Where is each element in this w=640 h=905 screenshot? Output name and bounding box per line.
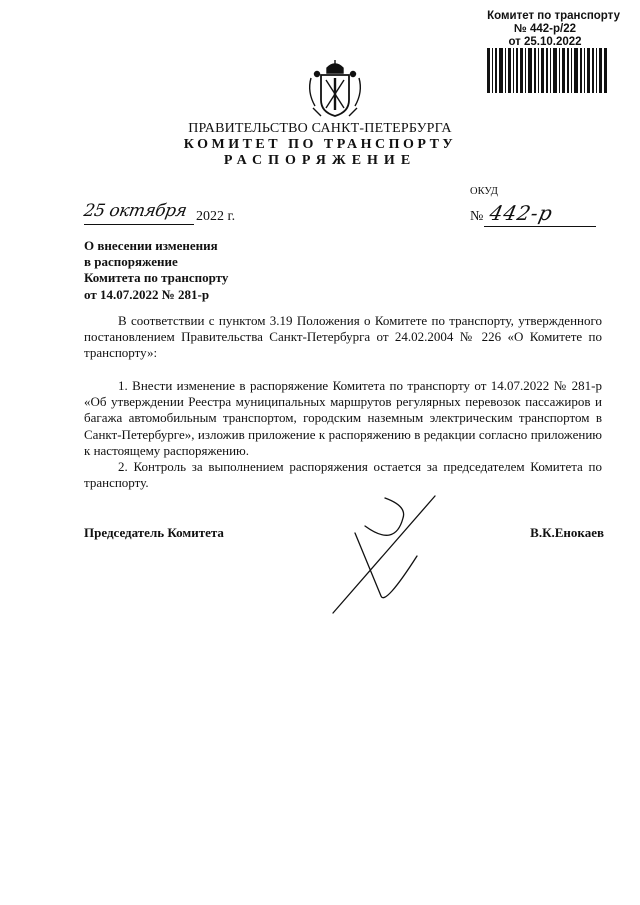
- subject-line-4: от 14.07.2022 № 281-р: [84, 286, 210, 302]
- item-1: 1. Внести изменение в распоряжение Комитета по транспорту от 14.07.2022 № 281-р «Об утверждении Реестра муниципальных маршрутов регулярных перевозок пассажиров и багажа автомобильным транспортом, городским наземным электрическим транспортом в Санкт-Петербурге», изложив приложение к распоряжению в редакции согласно приложению к настоящему распоряжению.: [84, 378, 602, 458]
- coat-of-arms-icon: [305, 60, 365, 120]
- signatory-name: В.К.Енокаев: [530, 525, 604, 540]
- subject-line-1: О внесении изменения: [84, 238, 218, 253]
- barcode: [487, 48, 607, 93]
- stamp-number: № 442-р/22: [513, 23, 577, 35]
- signature-icon: [325, 488, 445, 618]
- subject-block: [84, 238, 228, 303]
- okud-label: ОКУД: [470, 186, 498, 197]
- date-underline: [84, 224, 194, 225]
- number-underline: [484, 226, 596, 227]
- date-year: 2022 г.: [196, 209, 236, 224]
- document-type: РАСПОРЯЖЕНИЕ: [223, 153, 417, 168]
- subject-line-2: в распоряжение: [84, 254, 178, 270]
- handwritten-number-text: 442-р: [487, 201, 556, 225]
- preamble: [84, 313, 602, 362]
- handwritten-number: [484, 200, 594, 240]
- number-label: №: [470, 209, 484, 224]
- item-2: 2. Контроль за выполнением распоряжения остается за председателем Комитета по транспорту.: [84, 459, 602, 491]
- handwritten-date-text: 25 октября: [82, 201, 189, 221]
- committee-title: КОМИТЕТ ПО ТРАНСПОРТУ: [183, 137, 457, 152]
- stamp-org: Комитет по транспорту: [487, 10, 620, 22]
- handwritten-date: [84, 200, 192, 226]
- government-title: ПРАВИТЕЛЬСТВО САНКТ-ПЕТЕРБУРГА: [188, 121, 452, 136]
- stamp-date: от 25.10.2022: [508, 36, 582, 48]
- preamble-text: В соответствии с пунктом 3.19 Положения о Комитете по транспорту, утвержденного постановлением Правительства Санкт-Петербурга от 24.02.2004 № 226 «О Комитете по транспорту»:: [84, 313, 602, 361]
- subject-line-3: Комитета по транспорту: [84, 270, 229, 286]
- registration-stamp: [470, 10, 620, 49]
- signatory-title: Председатель Комитета: [84, 525, 224, 540]
- items: [84, 378, 602, 491]
